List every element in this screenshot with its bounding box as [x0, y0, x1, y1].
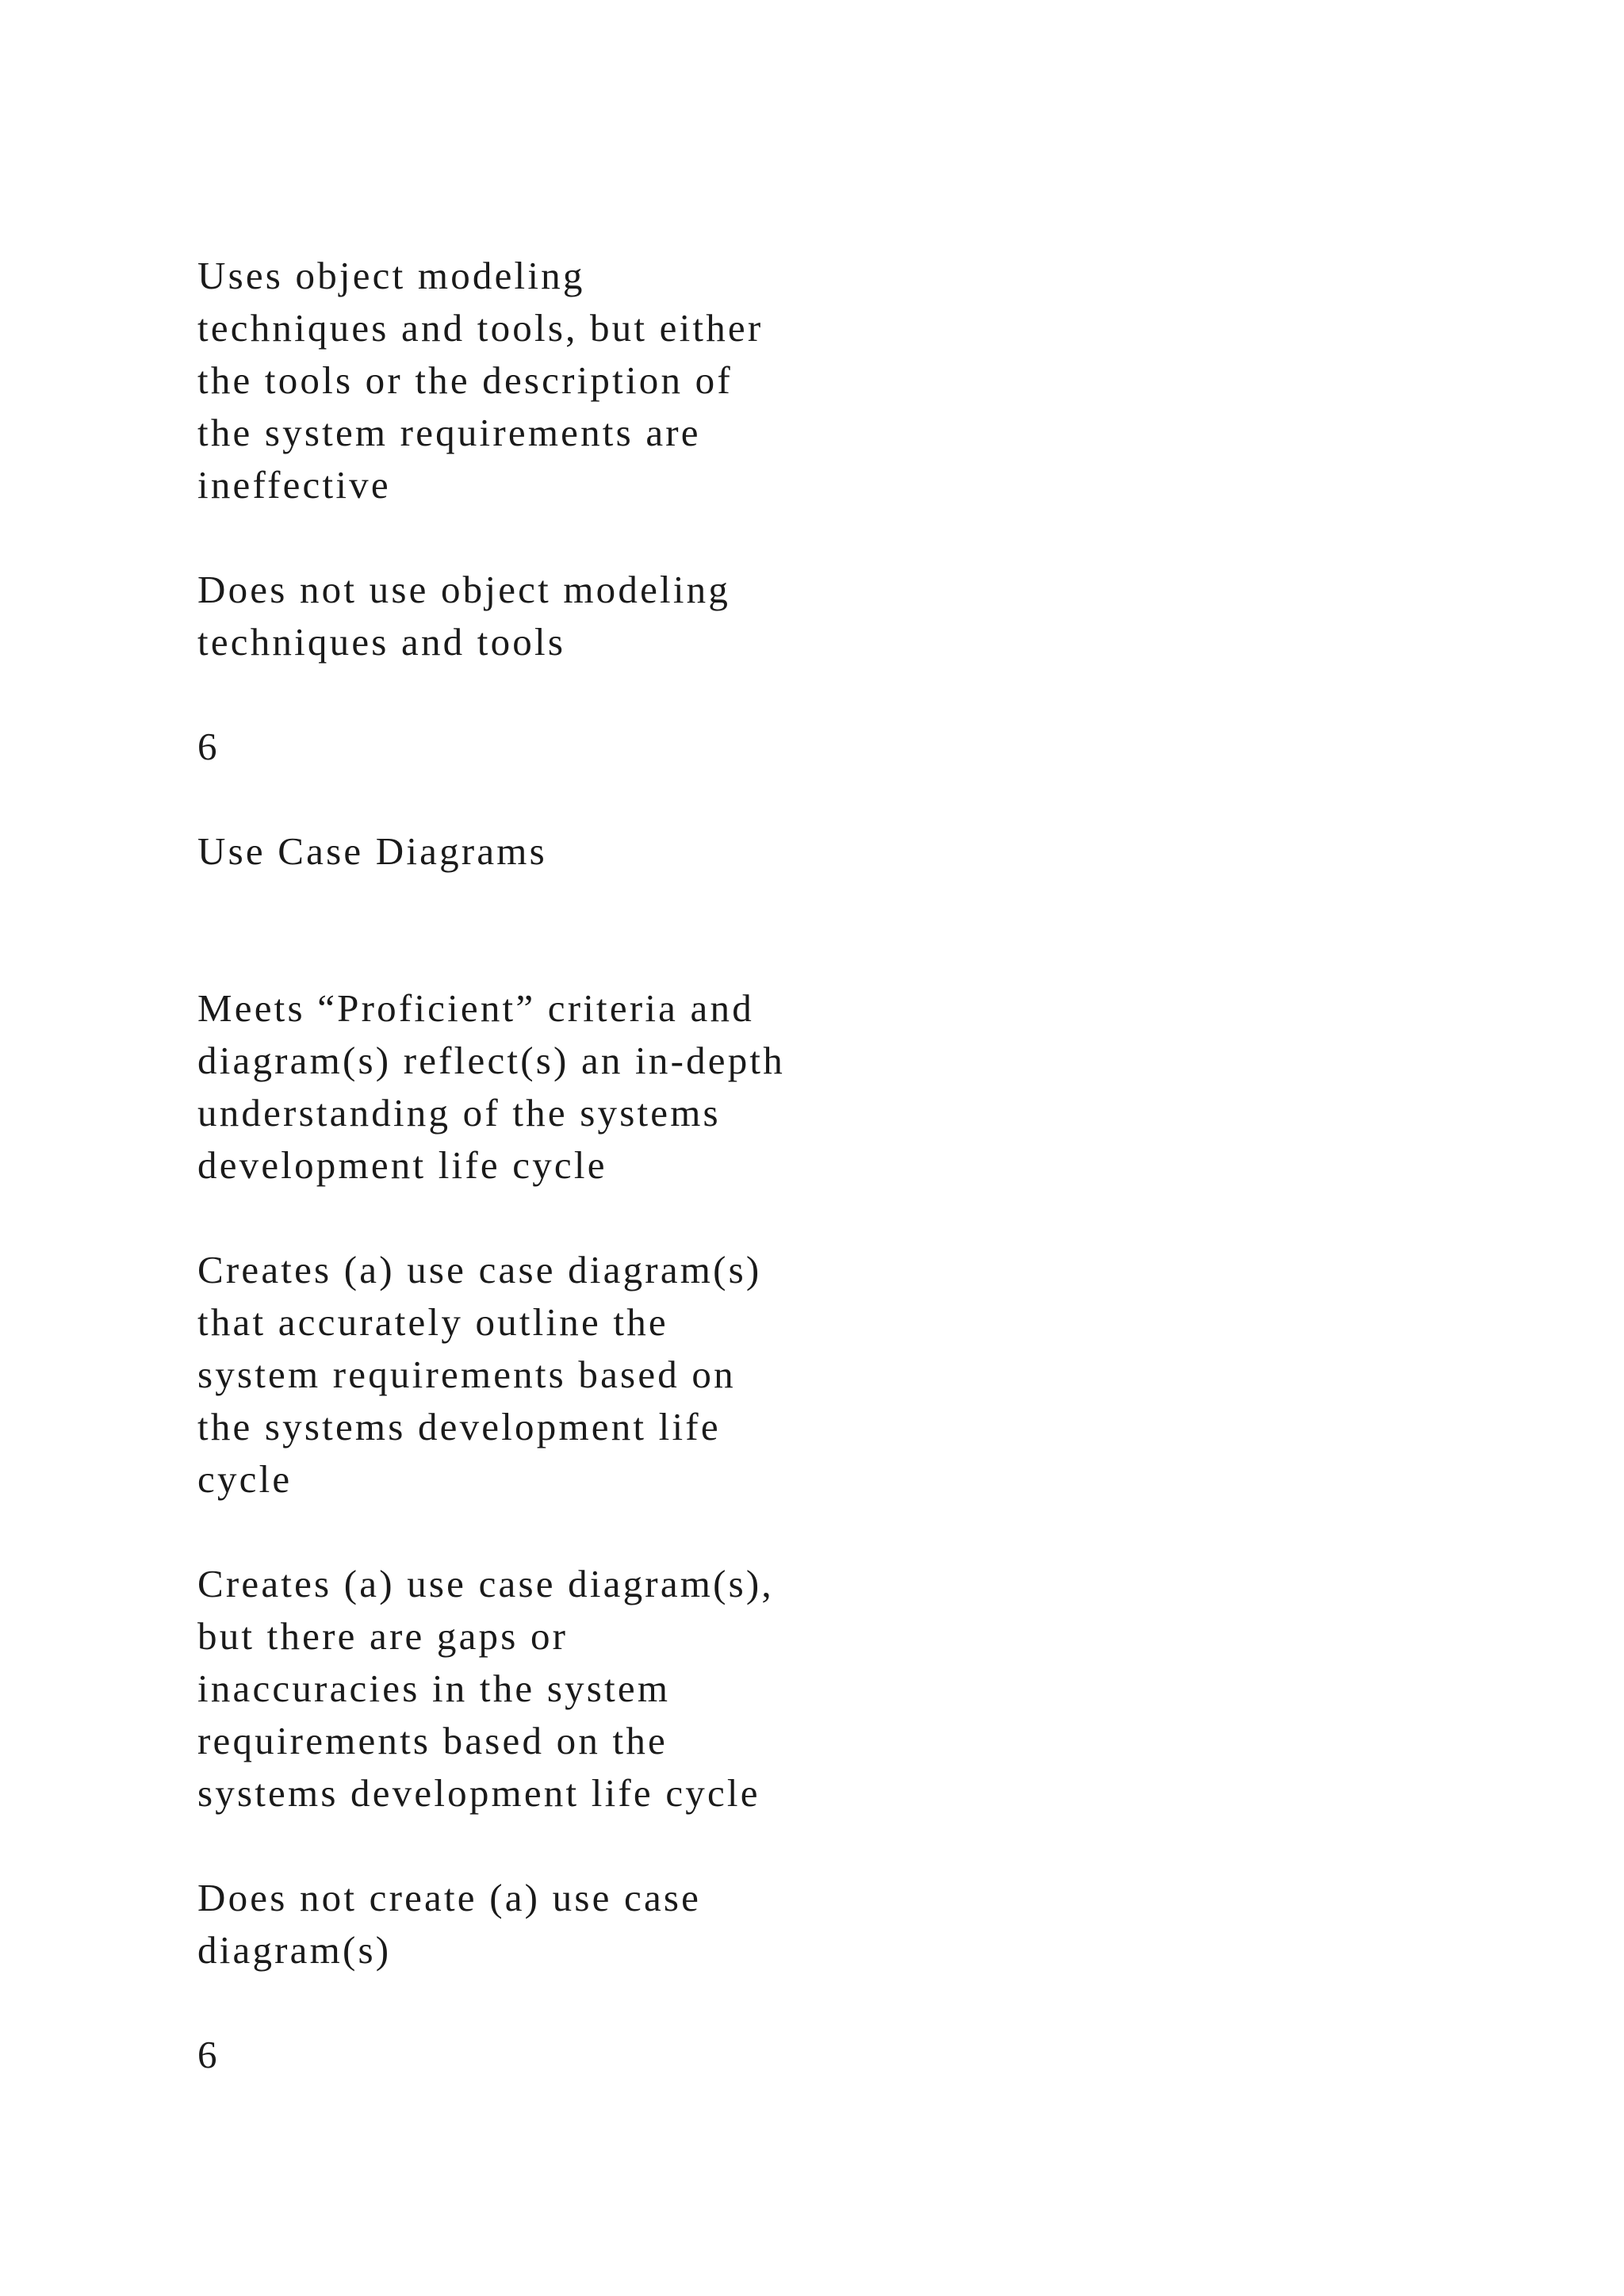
text-line: techniques and tools: [197, 620, 566, 664]
section-heading: [197, 825, 1149, 878]
criteria-proficient-use-case: [197, 1244, 1149, 1506]
text-line: that accurately outline the: [197, 1300, 668, 1344]
text-line: Does not use object modeling: [197, 568, 731, 611]
text-line: diagram(s) reflect(s) an in-depth: [197, 1039, 785, 1082]
text-line: ineffective: [197, 463, 391, 507]
text-line: requirements based on the: [197, 1719, 668, 1762]
text-line: Does not create (a) use case: [197, 1876, 702, 1919]
text-line: the tools or the description of: [197, 358, 733, 402]
text-line: the system requirements are: [197, 411, 701, 454]
text-line: 6: [197, 2033, 220, 2076]
text-line: techniques and tools, but either: [197, 306, 764, 350]
text-line: but there are gaps or: [197, 1614, 569, 1658]
text-line: Use Case Diagrams: [197, 829, 547, 873]
text-line: 6: [197, 725, 220, 768]
text-line: systems development life cycle: [197, 1771, 760, 1815]
points-value: [197, 2029, 1149, 2081]
points-value: [197, 721, 1149, 773]
criteria-basic-use-case: [197, 1558, 1149, 1820]
text-line: Uses object modeling: [197, 254, 585, 297]
criteria-no-object-modeling: [197, 564, 1149, 668]
text-line: inaccuracies in the system: [197, 1667, 671, 1710]
text-line: system requirements based on: [197, 1353, 736, 1396]
criteria-no-use-case: [197, 1872, 1149, 1976]
text-line: diagram(s): [197, 1928, 392, 1972]
criteria-distinguished-use-case: [197, 982, 1149, 1192]
text-line: Creates (a) use case diagram(s): [197, 1248, 762, 1292]
text-line: the systems development life: [197, 1405, 721, 1448]
text-line: development life cycle: [197, 1143, 607, 1187]
document-body: [197, 250, 1149, 2133]
text-line: Creates (a) use case diagram(s),: [197, 1562, 774, 1605]
text-line: cycle: [197, 1457, 293, 1501]
criteria-partial-object-modeling: [197, 250, 1149, 511]
text-line: Meets “Proficient” criteria and: [197, 986, 754, 1030]
text-line: understanding of the systems: [197, 1091, 721, 1135]
